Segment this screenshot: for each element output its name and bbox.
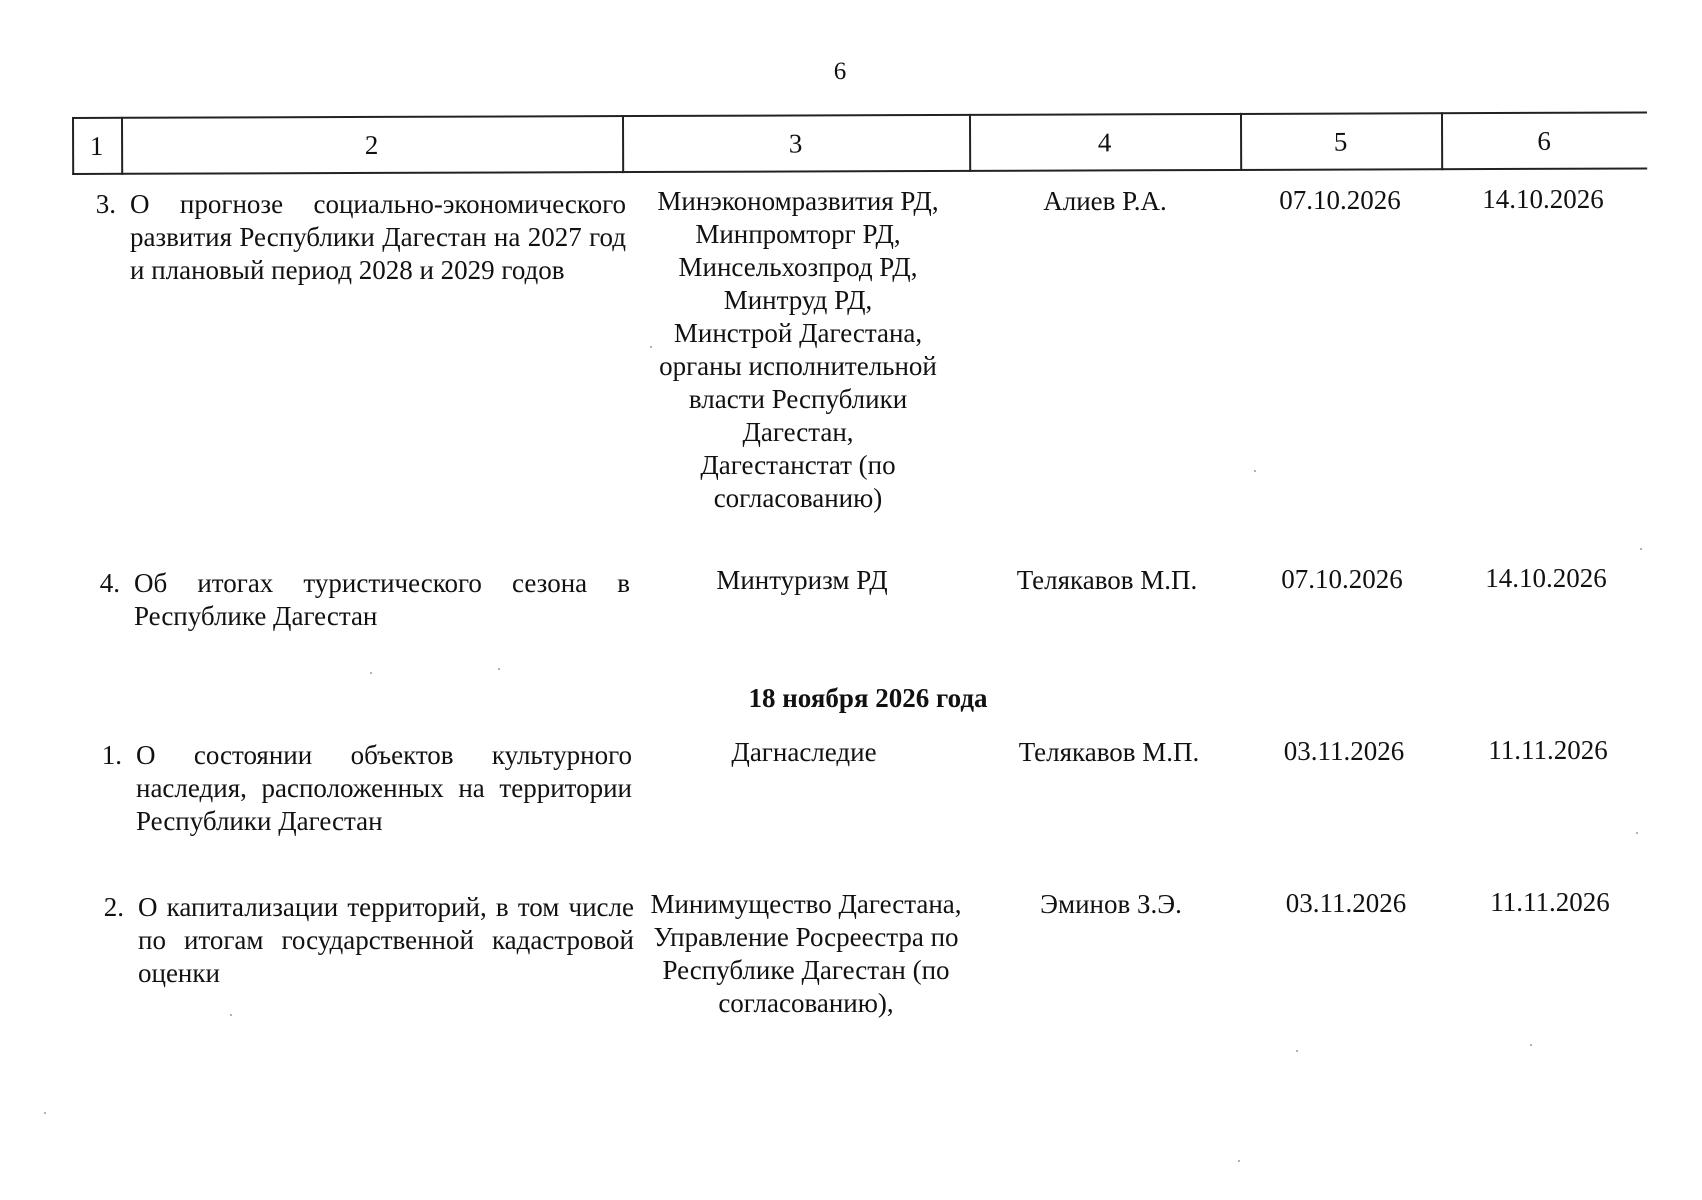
scan-speck <box>230 1014 232 1016</box>
row-date-submission: 03.11.2026 <box>1285 888 1407 918</box>
table-header <box>72 112 1647 175</box>
scan-speck <box>44 1112 46 1114</box>
header-col-6: 6 <box>1537 125 1551 156</box>
row-date-review: 11.11.2026 <box>1490 887 1610 917</box>
header-col-2: 2 <box>364 129 379 160</box>
org-line: согласованию), <box>718 988 894 1018</box>
scan-speck <box>1640 548 1642 550</box>
org-line: Дагнаследие <box>731 737 877 767</box>
section-title: 18 ноября 2026 года <box>748 683 988 713</box>
row-number: 1. <box>101 740 122 770</box>
org-line: Минимущество Дагестана, <box>650 889 962 919</box>
scan-speck <box>650 346 652 348</box>
row-responsible: Телякавов М.П. <box>1018 737 1200 767</box>
row-date-review: 11.11.2026 <box>1488 735 1608 765</box>
row-number: 4. <box>99 568 120 598</box>
scan-speck <box>1254 470 1256 472</box>
scan-speck <box>370 672 372 674</box>
row-number: 3. <box>95 189 116 219</box>
header-col-3: 3 <box>788 128 803 159</box>
row-date-submission: 07.10.2026 <box>1281 564 1403 594</box>
org-line: согласованию) <box>713 483 883 513</box>
org-line: Дагестан, <box>742 417 854 447</box>
scan-speck <box>1296 1050 1298 1052</box>
scan-speck <box>1530 1044 1532 1046</box>
org-line: Минтруд РД, <box>723 285 873 315</box>
row-number: 2. <box>103 892 124 922</box>
row-date-review: 14.10.2026 <box>1482 184 1604 214</box>
row-responsible: Телякавов М.П. <box>1016 565 1198 595</box>
header-col-5: 5 <box>1333 126 1348 157</box>
header-bottom-border <box>72 168 1647 175</box>
page-number: 6 <box>833 58 847 85</box>
row-responsible: Алиев Р.А. <box>1043 186 1167 216</box>
scan-speck <box>498 668 500 670</box>
scan-speck <box>1636 832 1638 834</box>
header-col-4: 4 <box>1097 127 1112 158</box>
row-description: О состоянии объектов культурного наследия, расположенных на территории Республики Дагестан <box>136 740 632 836</box>
org-line: Минстрой Дагестана, <box>673 318 923 348</box>
row-date-submission: 07.10.2026 <box>1279 185 1401 215</box>
org-line: Управление Росреестра по <box>653 922 959 952</box>
row-organizations <box>628 185 968 515</box>
org-line: Минпромторг РД, <box>695 219 901 249</box>
org-line: Республике Дагестан (по <box>662 955 950 985</box>
row-description: О прогнозе социально-экономического развития Республики Дагестан на 2027 год и плановый период 2028 и 2029 годов <box>130 189 626 285</box>
row-description: Об итогах туристического сезона в Республике Дагестан <box>134 568 630 631</box>
row-organizations <box>636 888 976 1020</box>
org-line: Минэкономразвития РД, <box>657 186 939 216</box>
row-responsible: Эминов З.Э. <box>1040 889 1182 919</box>
org-line: власти Республики <box>688 384 908 414</box>
row-description: О капитализации территорий, в том числе по итогам государственной кадастровой оценки <box>138 892 634 988</box>
header-top-border <box>72 112 1647 119</box>
row-organizations <box>634 736 974 769</box>
org-line: органы исполнительной <box>659 351 937 381</box>
org-line: Минтуризм РД <box>716 565 888 595</box>
row-date-submission: 03.11.2026 <box>1283 736 1405 766</box>
row-organizations <box>632 564 972 597</box>
header-col-1: 1 <box>89 130 104 161</box>
row-date-review: 14.10.2026 <box>1485 563 1607 593</box>
org-line: Дагестанстат (по <box>700 450 896 480</box>
org-line: Минсельхозпрод РД, <box>678 252 918 282</box>
scan-speck <box>1238 1160 1240 1162</box>
